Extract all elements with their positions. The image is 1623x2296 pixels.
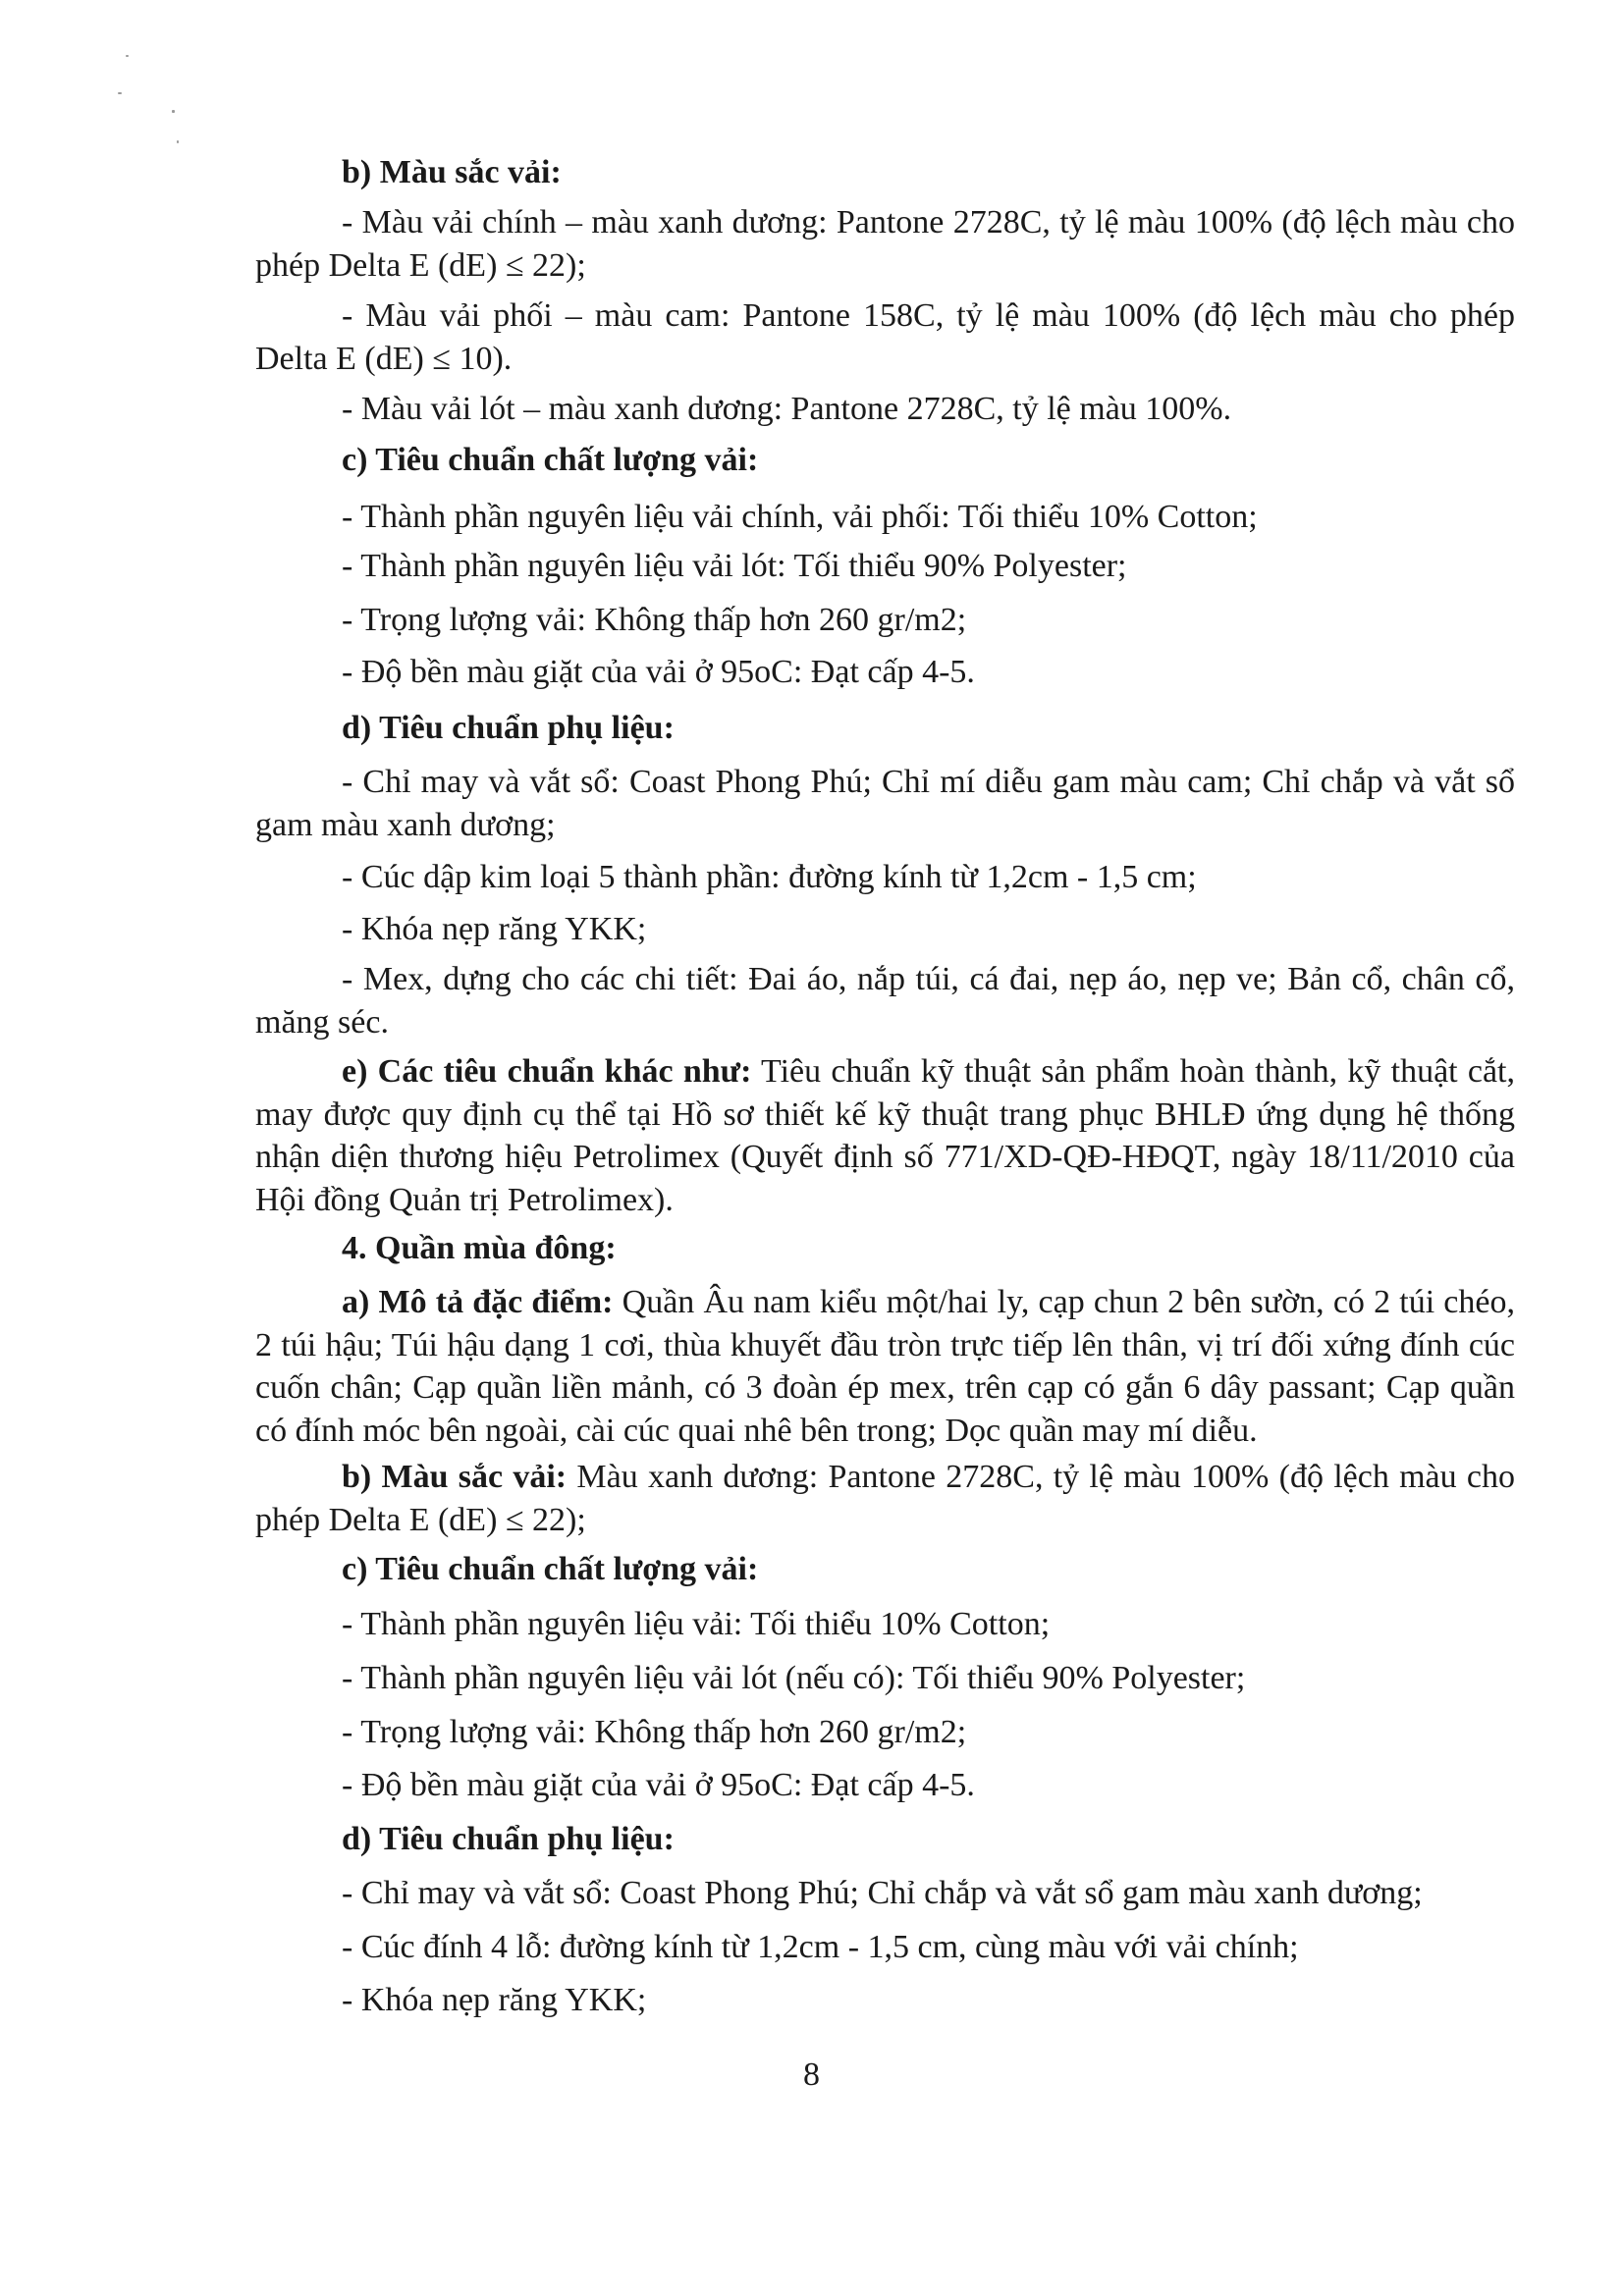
paragraph-text: - Cúc dập kim loại 5 thành phần: đường kính từ 1,2cm - 1,5 cm;	[342, 859, 1197, 895]
paragraph-text: - Màu vải chính – màu xanh dương: Pantone 2728C, tỷ lệ màu 100% (độ lệch màu cho phép Delta E (dE) ≤ 22);	[255, 204, 1515, 284]
paragraph	[255, 1872, 1515, 1915]
paragraph-heading: 4. Quần mùa đông:	[342, 1230, 617, 1266]
paragraph-text: - Chỉ may và vắt sổ: Coast Phong Phú; Chỉ chắp và vắt sổ gam màu xanh dương;	[342, 1875, 1423, 1911]
paragraph	[255, 707, 1515, 750]
paragraph	[255, 1456, 1515, 1541]
paragraph-text: Màu xanh dương: Pantone 2728C, tỷ lệ màu 100% (độ lệch màu cho phép Delta E (dE) ≤ 22);	[255, 1459, 1515, 1538]
scan-speck	[126, 55, 129, 57]
paragraph	[255, 545, 1515, 588]
paragraph-text: - Trọng lượng vải: Không thấp hơn 260 gr/m2;	[342, 602, 967, 638]
paragraph-text: - Thành phần nguyên liệu vải chính, vải phối: Tối thiểu 10% Cotton;	[342, 499, 1258, 535]
paragraph	[255, 1050, 1515, 1221]
paragraph-text: - Thành phần nguyên liệu vải lót (nếu có): Tối thiểu 90% Polyester;	[342, 1660, 1246, 1696]
paragraph-text: - Thành phần nguyên liệu vải: Tối thiểu 10% Cotton;	[342, 1606, 1051, 1642]
paragraph	[255, 151, 1515, 194]
paragraph-text: Tiêu chuẩn kỹ thuật sản phẩm hoàn thành, kỹ thuật cắt, may được quy định cụ thể tại Hồ sơ thiết kế kỹ thuật trang phục BHLĐ ứng dụng hệ thống nhận diện thương hiệu Petrolimex (Quyết định số 771/XD-QĐ-HĐQT, ngày 18/11/2010 của Hội đồng Quản trị Petrolimex).	[255, 1053, 1515, 1218]
paragraph-heading: b) Màu sắc vải:	[342, 1459, 568, 1495]
paragraph-text: - Độ bền màu giặt của vải ở 95oC: Đạt cấp 4-5.	[342, 654, 975, 690]
paragraph	[255, 1926, 1515, 1969]
scan-speck	[177, 140, 179, 143]
paragraph-text: - Màu vải phối – màu cam: Pantone 158C, tỷ lệ màu 100% (độ lệch màu cho phép Delta E (dE) ≤ 10).	[255, 297, 1515, 377]
scan-speck	[172, 110, 175, 113]
paragraph	[255, 294, 1515, 380]
paragraph-text: - Thành phần nguyên liệu vải lót: Tối thiểu 90% Polyester;	[342, 548, 1127, 584]
paragraph-heading: c) Tiêu chuẩn chất lượng vải:	[342, 1551, 759, 1587]
paragraph	[255, 496, 1515, 539]
paragraph-text: - Chỉ may và vắt sổ: Coast Phong Phú; Chỉ mí diễu gam màu cam; Chỉ chắp và vắt sổ gam màu xanh dương;	[255, 764, 1515, 843]
paragraph	[255, 1711, 1515, 1754]
paragraph-heading: a) Mô tả đặc điểm:	[342, 1284, 614, 1320]
paragraph-heading: d) Tiêu chuẩn phụ liệu:	[342, 1821, 675, 1857]
paragraph	[255, 651, 1515, 694]
paragraph-heading: c) Tiêu chuẩn chất lượng vải:	[342, 442, 759, 478]
paragraph-text: - Màu vải lót – màu xanh dương: Pantone 2728C, tỷ lệ màu 100%.	[342, 391, 1232, 427]
paragraph-text: - Cúc đính 4 lỗ: đường kính từ 1,2cm - 1,5 cm, cùng màu với vải chính;	[342, 1929, 1299, 1965]
paragraph-text: - Trọng lượng vải: Không thấp hơn 260 gr/m2;	[342, 1714, 967, 1750]
paragraph	[255, 388, 1515, 431]
paragraph	[255, 1281, 1515, 1452]
paragraph	[255, 201, 1515, 287]
paragraph-heading: b) Màu sắc vải:	[342, 154, 562, 190]
paragraph	[255, 958, 1515, 1043]
paragraph	[255, 1603, 1515, 1646]
paragraph-heading: e) Các tiêu chuẩn khác như:	[342, 1053, 752, 1090]
paragraph-text: - Mex, dựng cho các chi tiết: Đai áo, nắp túi, cá đai, nẹp áo, nẹp ve; Bản cổ, chân cổ, măng séc.	[255, 961, 1515, 1041]
paragraph	[255, 1979, 1515, 2022]
paragraph	[255, 1818, 1515, 1861]
paragraph	[255, 1227, 1515, 1270]
paragraph-text: - Khóa nẹp răng YKK;	[342, 911, 647, 947]
paragraph	[255, 439, 1515, 482]
paragraph-heading: d) Tiêu chuẩn phụ liệu:	[342, 710, 675, 746]
scan-speck	[118, 92, 122, 94]
paragraph-text: Quần Âu nam kiểu một/hai ly, cạp chun 2 bên sườn, có 2 túi chéo, 2 túi hậu; Túi hậu dạng 1 cơi, thùa khuyết đầu tròn trực tiếp lên thân, vị trí đối xứng đính cúc cuốn chân; Cạp quần liền mảnh, có 3 đoàn ép mex, trên cạp có gắn 6 dây passant; Cạp quần có đính móc bên ngoài, cài cúc quai nhê bên trong; Dọc quần may mí diễu.	[255, 1284, 1515, 1449]
paragraph-text: - Khóa nẹp răng YKK;	[342, 1982, 647, 2018]
paragraph	[255, 761, 1515, 846]
paragraph	[255, 1548, 1515, 1591]
paragraph	[255, 599, 1515, 642]
page-number: 8	[803, 2056, 820, 2093]
paragraph	[255, 1657, 1515, 1700]
paragraph	[255, 1764, 1515, 1807]
paragraph	[255, 856, 1515, 899]
paragraph-text: - Độ bền màu giặt của vải ở 95oC: Đạt cấp 4-5.	[342, 1767, 975, 1803]
paragraph	[255, 908, 1515, 951]
